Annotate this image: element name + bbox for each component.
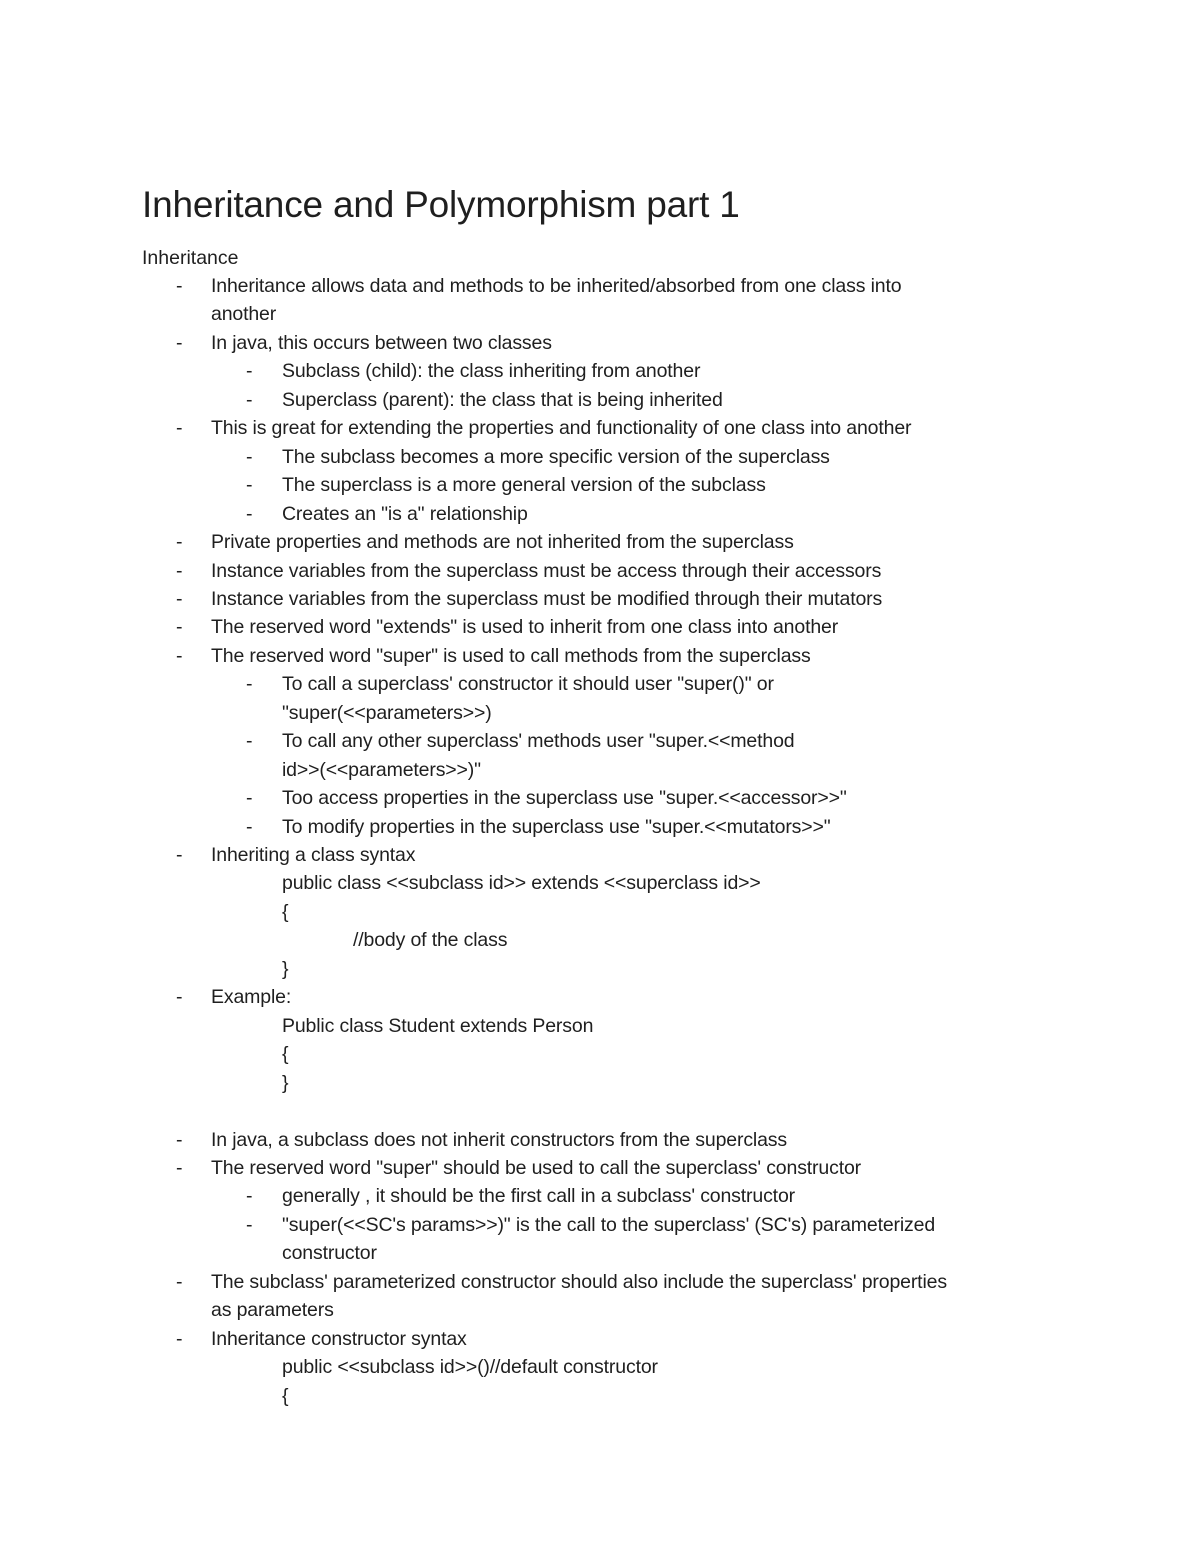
bullet-dash: - bbox=[176, 844, 183, 866]
note-line: The reserved word "super" should be used to call the superclass' constructor bbox=[211, 1157, 862, 1179]
note-line: } bbox=[282, 958, 289, 980]
note-line: { bbox=[282, 1043, 289, 1065]
note-line: public <<subclass id>>()//default constructor bbox=[282, 1356, 658, 1378]
bullet-dash: - bbox=[176, 588, 183, 610]
bullet-dash: - bbox=[176, 986, 183, 1008]
note-line: "super(<<parameters>>) bbox=[282, 702, 492, 724]
bullet-dash: - bbox=[176, 332, 183, 354]
note-line: "super(<<SC's params>>)" is the call to the superclass' (SC's) parameterized bbox=[282, 1214, 936, 1236]
note-line: as parameters bbox=[211, 1299, 334, 1321]
bullet-dash: - bbox=[246, 787, 253, 809]
note-line: To call any other superclass' methods user "super.<<method bbox=[282, 730, 795, 752]
note-line: To modify properties in the superclass use "super.<<mutators>>" bbox=[282, 816, 831, 838]
bullet-dash: - bbox=[246, 446, 253, 468]
note-line: Private properties and methods are not inherited from the superclass bbox=[211, 531, 794, 553]
bullet-dash: - bbox=[246, 1214, 253, 1236]
note-line: In java, this occurs between two classes bbox=[211, 332, 552, 354]
note-line: The reserved word "extends" is used to inherit from one class into another bbox=[211, 616, 839, 638]
note-line: constructor bbox=[282, 1242, 377, 1264]
note-line: Too access properties in the superclass use "super.<<accessor>>" bbox=[282, 787, 847, 809]
document-title: Inheritance and Polymorphism part 1 bbox=[142, 184, 740, 225]
bullet-dash: - bbox=[246, 503, 253, 525]
note-line: The reserved word "super" is used to call methods from the superclass bbox=[211, 645, 811, 667]
section-heading: Inheritance bbox=[142, 247, 239, 269]
bullet-dash: - bbox=[176, 560, 183, 582]
note-line: Inheriting a class syntax bbox=[211, 844, 416, 866]
bullet-dash: - bbox=[246, 389, 253, 411]
note-line: Inheritance allows data and methods to be inherited/absorbed from one class into bbox=[211, 275, 902, 297]
bullet-dash: - bbox=[176, 417, 183, 439]
bullet-dash: - bbox=[176, 616, 183, 638]
bullet-dash: - bbox=[176, 1157, 183, 1179]
note-line: Example: bbox=[211, 986, 292, 1008]
bullet-dash: - bbox=[176, 531, 183, 553]
bullet-dash: - bbox=[176, 1271, 183, 1293]
note-line: } bbox=[282, 1072, 289, 1094]
bullet-dash: - bbox=[246, 673, 253, 695]
note-line: id>>(<<parameters>>)" bbox=[282, 759, 481, 781]
note-line: The superclass is a more general version of the subclass bbox=[282, 474, 766, 496]
note-line: The subclass' parameterized constructor should also include the superclass' properties bbox=[211, 1271, 947, 1293]
note-line: { bbox=[282, 1385, 289, 1407]
note-line: This is great for extending the properties and functionality of one class into another bbox=[211, 417, 912, 439]
note-line: another bbox=[211, 303, 277, 325]
bullet-dash: - bbox=[246, 816, 253, 838]
bullet-dash: - bbox=[176, 275, 183, 297]
note-line: Subclass (child): the class inheriting from another bbox=[282, 360, 701, 382]
note-line: Creates an "is a" relationship bbox=[282, 503, 528, 525]
note-line: Superclass (parent): the class that is being inherited bbox=[282, 389, 723, 411]
bullet-dash: - bbox=[246, 474, 253, 496]
bullet-dash: - bbox=[176, 1129, 183, 1151]
note-line: Instance variables from the superclass must be modified through their mutators bbox=[211, 588, 883, 610]
note-line: public class <<subclass id>> extends <<superclass id>> bbox=[282, 872, 761, 894]
note-line: generally , it should be the first call in a subclass' constructor bbox=[282, 1185, 795, 1207]
note-line: The subclass becomes a more specific version of the superclass bbox=[282, 446, 830, 468]
note-line: //body of the class bbox=[353, 929, 508, 951]
bullet-dash: - bbox=[246, 1185, 253, 1207]
note-line: In java, a subclass does not inherit constructors from the superclass bbox=[211, 1129, 788, 1151]
note-line: { bbox=[282, 901, 289, 923]
bullet-dash: - bbox=[176, 1328, 183, 1350]
bullet-dash: - bbox=[246, 730, 253, 752]
note-line: To call a superclass' constructor it should user "super()" or bbox=[282, 673, 774, 695]
note-line: Instance variables from the superclass must be access through their accessors bbox=[211, 560, 882, 582]
note-line: Public class Student extends Person bbox=[282, 1015, 594, 1037]
note-line: Inheritance constructor syntax bbox=[211, 1328, 467, 1350]
bullet-dash: - bbox=[246, 360, 253, 382]
bullet-dash: - bbox=[176, 645, 183, 667]
